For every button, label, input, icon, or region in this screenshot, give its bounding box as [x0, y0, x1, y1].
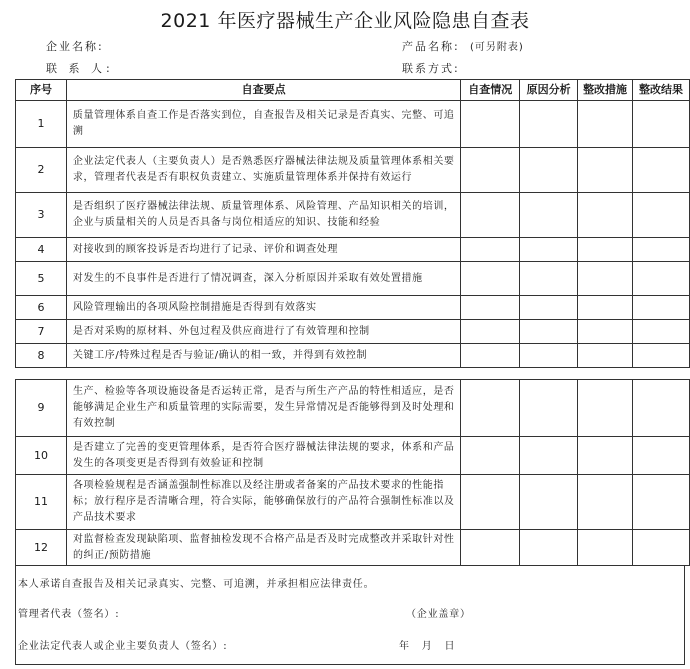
cell-result[interactable]: [633, 530, 690, 566]
cell-measure[interactable]: [578, 262, 633, 296]
row-point: 对发生的不良事件是否进行了情况调查，深入分析原因并采取有效处置措施: [66, 262, 460, 296]
cell-measure[interactable]: [578, 296, 633, 320]
table-row: [16, 148, 690, 193]
row-number: 10: [16, 437, 67, 475]
cell-cause[interactable]: [520, 101, 578, 148]
row-point: 是否建立了完善的变更管理体系，是否符合医疗器械法律法规的要求，体系和产品发生的各项变更是否得到有效验证和控制: [66, 437, 460, 475]
row-number: 12: [16, 530, 67, 566]
cell-measure[interactable]: [578, 320, 633, 344]
cell-situation[interactable]: [461, 296, 520, 320]
cell-situation[interactable]: [461, 437, 520, 475]
table-row: [16, 475, 690, 530]
table-row: [16, 380, 690, 437]
table-row: [16, 344, 690, 368]
header-result: 整改结果: [633, 80, 690, 101]
row-number: 4: [16, 238, 67, 262]
checklist-table-part2: [15, 379, 690, 566]
row-number: 3: [16, 193, 67, 238]
cell-result[interactable]: [633, 148, 690, 193]
table-header-row: [16, 80, 690, 101]
header-cause: 原因分析: [520, 80, 578, 101]
row-point: 企业法定代表人（主要负责人）是否熟悉医疗器械法律法规及质量管理体系相关要求，管理者代表是否有职权负责建立、实施质量管理体系并保持有效运行: [66, 148, 460, 193]
product-note: (可另附表): [470, 42, 524, 53]
table-row: [16, 238, 690, 262]
cell-situation[interactable]: [461, 238, 520, 262]
company-name-label: 企业名称:: [46, 40, 104, 53]
cell-measure[interactable]: [578, 238, 633, 262]
cell-measure[interactable]: [578, 193, 633, 238]
cell-result[interactable]: [633, 380, 690, 437]
header-measure: 整改措施: [578, 80, 633, 101]
table-row: [16, 530, 690, 566]
row-point: 风险管理输出的各项风险控制措施是否得到有效落实: [66, 296, 460, 320]
cell-situation[interactable]: [461, 344, 520, 368]
legal-rep-signature-label: 企业法定代表人或企业主要负责人（签名）:: [18, 641, 228, 652]
table-row: [16, 437, 690, 475]
document-title: 2021 年医疗器械生产企业风险隐患自查表: [160, 10, 530, 32]
row-point: 是否组织了医疗器械法律法规、质量管理体系、风险管理、产品知识相关的培训，企业与质量相关的人员是否具备与岗位相适应的知识、技能和经验: [66, 193, 460, 238]
row-number: 6: [16, 296, 67, 320]
cell-cause[interactable]: [520, 380, 578, 437]
cell-cause[interactable]: [520, 530, 578, 566]
management-rep-signature-label: 管理者代表（签名）:: [18, 609, 120, 620]
cell-result[interactable]: [633, 238, 690, 262]
row-point: 是否对采购的原材料、外包过程及供应商进行了有效管理和控制: [66, 320, 460, 344]
row-number: 8: [16, 344, 67, 368]
row-number: 11: [16, 475, 67, 530]
cell-measure[interactable]: [578, 475, 633, 530]
row-point: 各项检验规程是否涵盖强制性标准以及经注册或者备案的产品技术要求的性能指标；放行程序是否清晰合理，符合实际，能够确保放行的产品符合强制性标准以及产品技术要求: [66, 475, 460, 530]
cell-situation[interactable]: [461, 262, 520, 296]
row-point: 质量管理体系自查工作是否落实到位，自查报告及相关记录是否真实、完整、可追溯: [66, 101, 460, 148]
cell-result[interactable]: [633, 101, 690, 148]
cell-cause[interactable]: [520, 296, 578, 320]
table-row: [16, 262, 690, 296]
cell-result[interactable]: [633, 437, 690, 475]
row-point: 生产、检验等各项设施设备是否运转正常，是否与所生产产品的特性相适应，是否能够满足企业生产和质量管理的实际需要，发生异常情况是否能够得到及时处理和有效控制: [66, 380, 460, 437]
table-row: [16, 193, 690, 238]
cell-cause[interactable]: [520, 437, 578, 475]
cell-cause[interactable]: [520, 238, 578, 262]
cell-situation[interactable]: [461, 475, 520, 530]
cell-result[interactable]: [633, 193, 690, 238]
cell-measure[interactable]: [578, 344, 633, 368]
pledge-statement: 本人承诺自查报告及相关记录真实、完整、可追溯，并承担相应法律责任。: [18, 579, 375, 590]
header-point: 自查要点: [66, 80, 460, 101]
row-point: 关键工序/特殊过程是否与验证/确认的相一致，并得到有效控制: [66, 344, 460, 368]
row-number: 7: [16, 320, 67, 344]
contact-info-label: 联系方式:: [402, 62, 460, 75]
cell-measure[interactable]: [578, 380, 633, 437]
cell-measure[interactable]: [578, 101, 633, 148]
cell-measure[interactable]: [578, 148, 633, 193]
company-seal-label: （企业盖章）: [406, 609, 471, 620]
date-label: 年 月 日: [399, 641, 456, 652]
cell-cause[interactable]: [520, 193, 578, 238]
cell-result[interactable]: [633, 262, 690, 296]
row-number: 5: [16, 262, 67, 296]
cell-result[interactable]: [633, 475, 690, 530]
row-point: 对监督检查发现缺陷项、监督抽检发现不合格产品是否及时完成整改并采取针对性的纠正/预防措施: [66, 530, 460, 566]
table-row: [16, 296, 690, 320]
cell-result[interactable]: [633, 320, 690, 344]
row-number: 1: [16, 101, 67, 148]
cell-cause[interactable]: [520, 475, 578, 530]
row-point: 对接收到的顾客投诉是否均进行了记录、评价和调查处理: [66, 238, 460, 262]
row-number: 2: [16, 148, 67, 193]
cell-situation[interactable]: [461, 148, 520, 193]
cell-situation[interactable]: [461, 530, 520, 566]
cell-cause[interactable]: [520, 344, 578, 368]
contact-person-label: 联 系 人:: [46, 62, 114, 75]
row-number: 9: [16, 380, 67, 437]
checklist-table-part1: [15, 79, 690, 368]
table-row: [16, 101, 690, 148]
header-no: 序号: [16, 80, 67, 101]
cell-cause[interactable]: [520, 148, 578, 193]
cell-measure[interactable]: [578, 530, 633, 566]
header-situation: 自查情况: [461, 80, 520, 101]
cell-situation[interactable]: [461, 320, 520, 344]
cell-measure[interactable]: [578, 437, 633, 475]
cell-situation[interactable]: [461, 101, 520, 148]
cell-situation[interactable]: [461, 193, 520, 238]
signature-section: [15, 565, 685, 665]
cell-cause[interactable]: [520, 262, 578, 296]
cell-result[interactable]: [633, 344, 690, 368]
table-row: [16, 320, 690, 344]
product-name-label: 产品名称:: [402, 40, 460, 53]
cell-result[interactable]: [633, 296, 690, 320]
cell-situation[interactable]: [461, 380, 520, 437]
cell-cause[interactable]: [520, 320, 578, 344]
